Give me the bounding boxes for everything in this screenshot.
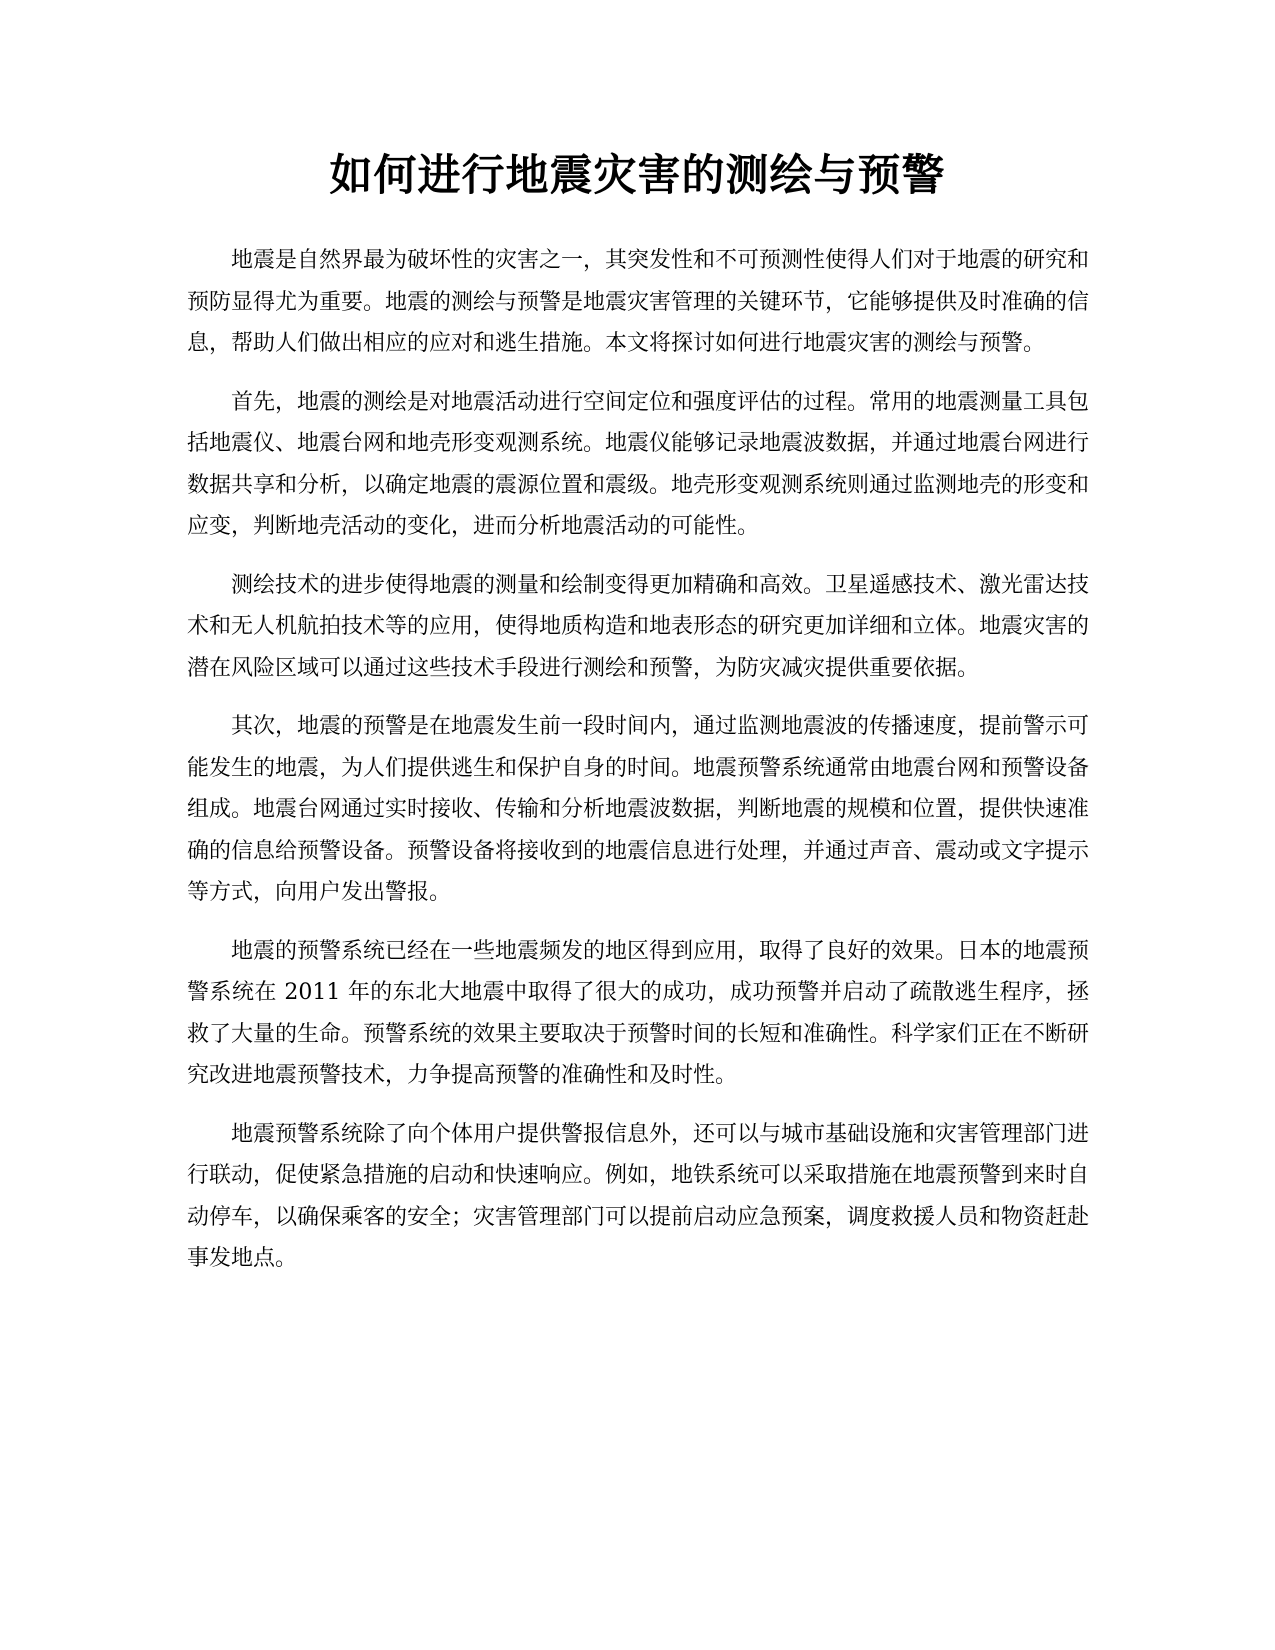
- paragraph-2: 首先，地震的测绘是对地震活动进行空间定位和强度评估的过程。常用的地震测量工具包括地震仪、地震台网和地壳形变观测系统。地震仪能够记录地震波数据，并通过地震台网进行数据共享和分析，以确定地震的震源位置和震级。地壳形变观测系统则通过监测地壳的形变和应变，判断地壳活动的变化，进而分析地震活动的可能性。: [187, 389, 1090, 539]
- document-title: 如何进行地震灾害的测绘与预警: [329, 151, 946, 201]
- paragraph-4: 其次，地震的预警是在地震发生前一段时间内，通过监测地震波的传播速度，提前警示可能发生的地震，为人们提供逃生和保护自身的时间。地震预警系统通常由地震台网和预警设备组成。地震台网通过实时接收、传输和分析地震波数据，判断地震的规模和位置，提供快速准确的信息给预警设备。预警设备将接收到的地震信息进行处理，并通过声音、震动或文字提示等方式，向用户发出警报。: [187, 714, 1090, 905]
- paragraph-3: 测绘技术的进步使得地震的测量和绘制变得更加精确和高效。卫星遥感技术、激光雷达技术和无人机航拍技术等的应用，使得地质构造和地表形态的研究更加详细和立体。地震灾害的潜在风险区域可以通过这些技术手段进行测绘和预警，为防灾减灾提供重要依据。: [187, 572, 1090, 681]
- paragraph-6: 地震预警系统除了向个体用户提供警报信息外，还可以与城市基础设施和灾害管理部门进行联动，促使紧急措施的启动和快速响应。例如，地铁系统可以采取措施在地震预警到来时自动停车，以确保乘客的安全；灾害管理部门可以提前启动应急预案，调度救援人员和物资赶赴事发地点。: [187, 1121, 1090, 1271]
- paragraph-5: 地震的预警系统已经在一些地震频发的地区得到应用，取得了良好的效果。日本的地震预警系统在 2011 年的东北大地震中取得了很大的成功，成功预警并启动了疏散逃生程序，拯救了大量的生命。预警系统的效果主要取决于预警时间的长短和准确性。科学家们正在不断研究改进地震预警技术，力争提高预警的准确性和及时性。: [187, 938, 1090, 1088]
- paragraph-1: 地震是自然界最为破坏性的灾害之一，其突发性和不可预测性使得人们对于地震的研究和预防显得尤为重要。地震的测绘与预警是地震灾害管理的关键环节，它能够提供及时准确的信息，帮助人们做出相应的应对和逃生措施。本文将探讨如何进行地震灾害的测绘与预警。: [187, 248, 1090, 356]
- document-body: [187, 240, 1089, 1297]
